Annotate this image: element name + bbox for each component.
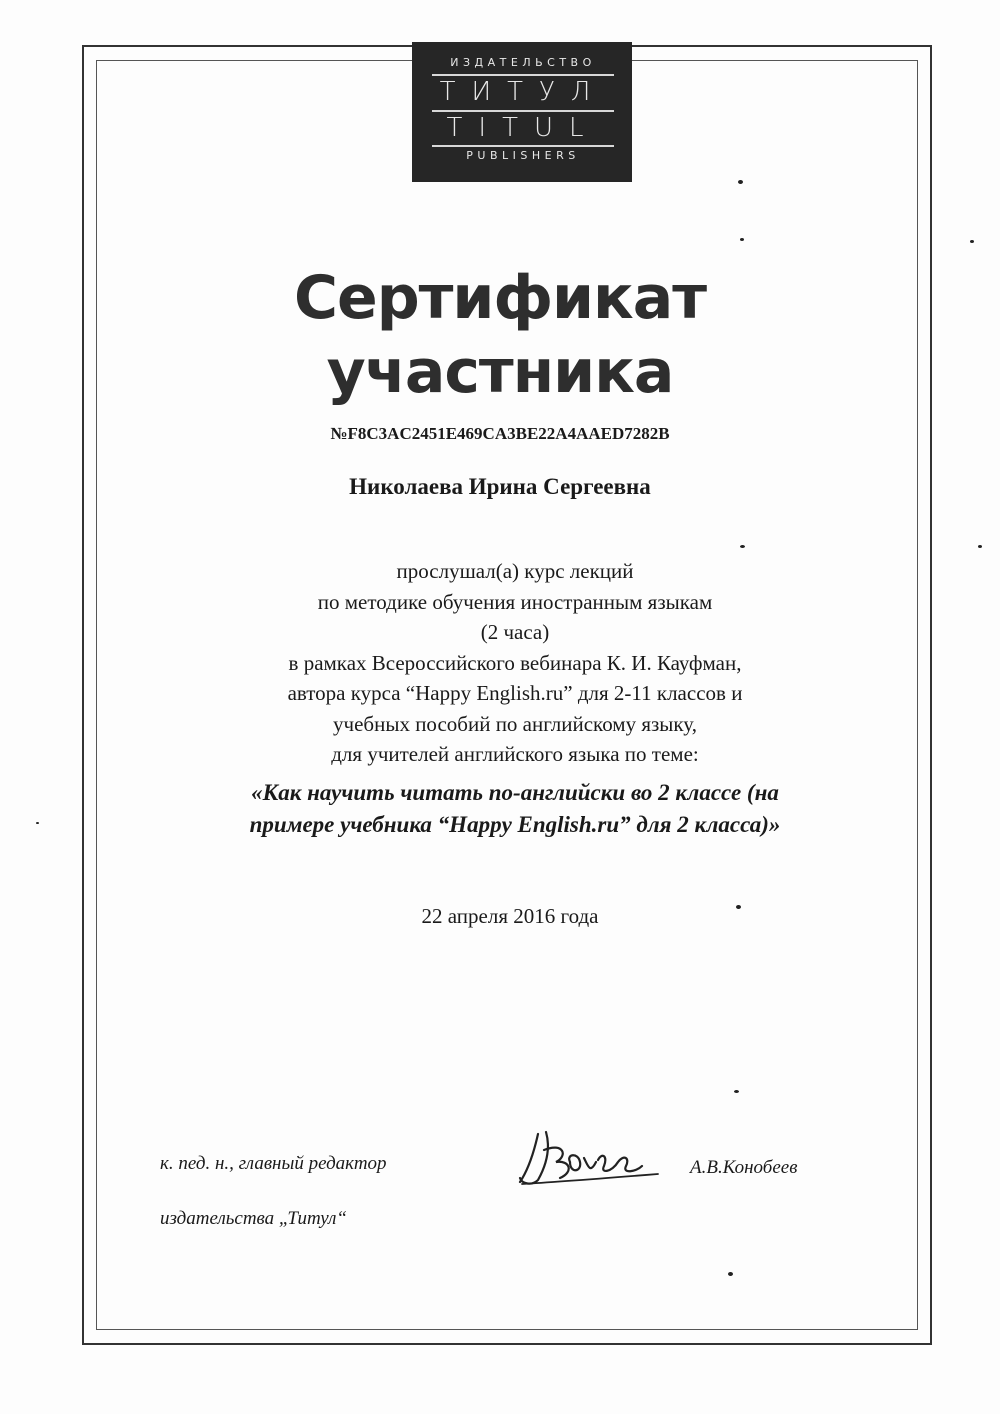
signatory-organization: издательства „Титул“ bbox=[160, 1208, 347, 1229]
title-line-2: участника bbox=[326, 337, 674, 407]
publisher-logo bbox=[412, 42, 632, 182]
scan-speck bbox=[740, 238, 744, 241]
logo-en-name: TITUL bbox=[446, 113, 600, 143]
body-line: учебных пособий по английскому языку, bbox=[333, 711, 697, 736]
logo-ru-name: ТИТУЛ bbox=[439, 77, 607, 107]
body-line: по методике обучения иностранным языкам bbox=[317, 589, 713, 614]
logo-divider bbox=[432, 110, 614, 112]
certificate-number: №F8C3AC2451E469CA3BE22A4AAED7282B bbox=[330, 424, 670, 443]
scan-speck bbox=[738, 180, 743, 184]
webinar-topic bbox=[0, 777, 1000, 841]
title-line-1: Сертификат bbox=[293, 263, 707, 333]
scan-speck bbox=[740, 545, 745, 548]
scan-speck bbox=[978, 545, 982, 548]
logo-divider bbox=[432, 74, 614, 76]
certificate-date: 22 апреля 2016 года bbox=[421, 904, 599, 928]
signatory-name: А.В.Конобеев bbox=[690, 1157, 798, 1178]
logo-top-line: ИЗДАТЕЛЬСТВО bbox=[450, 56, 596, 69]
body-line: (2 часа) bbox=[480, 620, 550, 644]
body-line: для учителей английского языка по теме: bbox=[331, 742, 699, 766]
body-line: прослушал(а) курс лекций bbox=[396, 559, 634, 583]
scan-speck bbox=[734, 1090, 739, 1093]
topic-line: «Как научить читать по-английски во 2 классе (на bbox=[251, 780, 779, 805]
logo-bottom-line: PUBLISHERS bbox=[466, 149, 580, 162]
topic-line: примере учебника “Happy English.ru” для 2 класса)» bbox=[249, 812, 781, 837]
scan-speck bbox=[736, 905, 741, 909]
scan-speck bbox=[970, 240, 974, 243]
handwritten-signature bbox=[508, 1122, 668, 1192]
logo-divider bbox=[432, 145, 614, 147]
scan-speck bbox=[728, 1272, 733, 1276]
recipient-name: Николаева Ирина Сергеевна bbox=[349, 474, 651, 499]
course-description bbox=[0, 556, 1000, 770]
body-line: автора курса “Happy English.ru” для 2-11 классов и bbox=[287, 681, 743, 705]
signatory-position: к. пед. н., главный редактор bbox=[160, 1153, 387, 1174]
scan-speck bbox=[36, 822, 39, 824]
body-line: в рамках Всероссийского вебинара К. И. Кауфман, bbox=[288, 650, 742, 675]
